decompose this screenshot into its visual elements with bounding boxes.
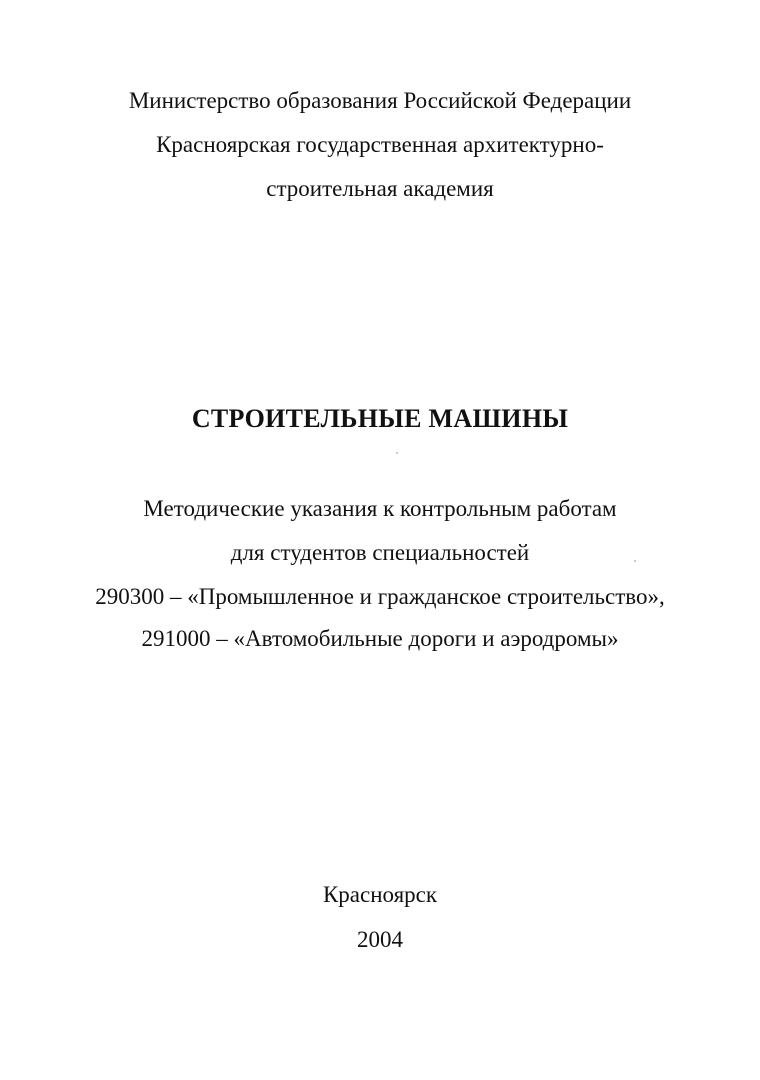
ministry-name: Министерство образования Российской Федерации [128,88,632,113]
publication-year: 2004 [357,927,403,952]
academy-name-line-2: строительная академия [266,176,494,201]
scan-speck [396,452,398,454]
scan-speck [634,560,636,562]
subtitle-line-1: Методические указания к контрольным работам [143,496,617,521]
subtitle-line-3: 290300 – «Промышленное и гражданское строительство», [95,584,665,609]
subtitle-line-4: 291000 – «Автомобильные дороги и аэродромы» [141,626,619,651]
publication-city: Красноярск [322,882,438,907]
document-title: СТРОИТЕЛЬНЫЕ МАШИНЫ [191,404,569,433]
subtitle-line-2: для студентов специальностей [230,540,530,565]
academy-name-line-1: Красноярская государственная архитектурно- [156,132,604,157]
